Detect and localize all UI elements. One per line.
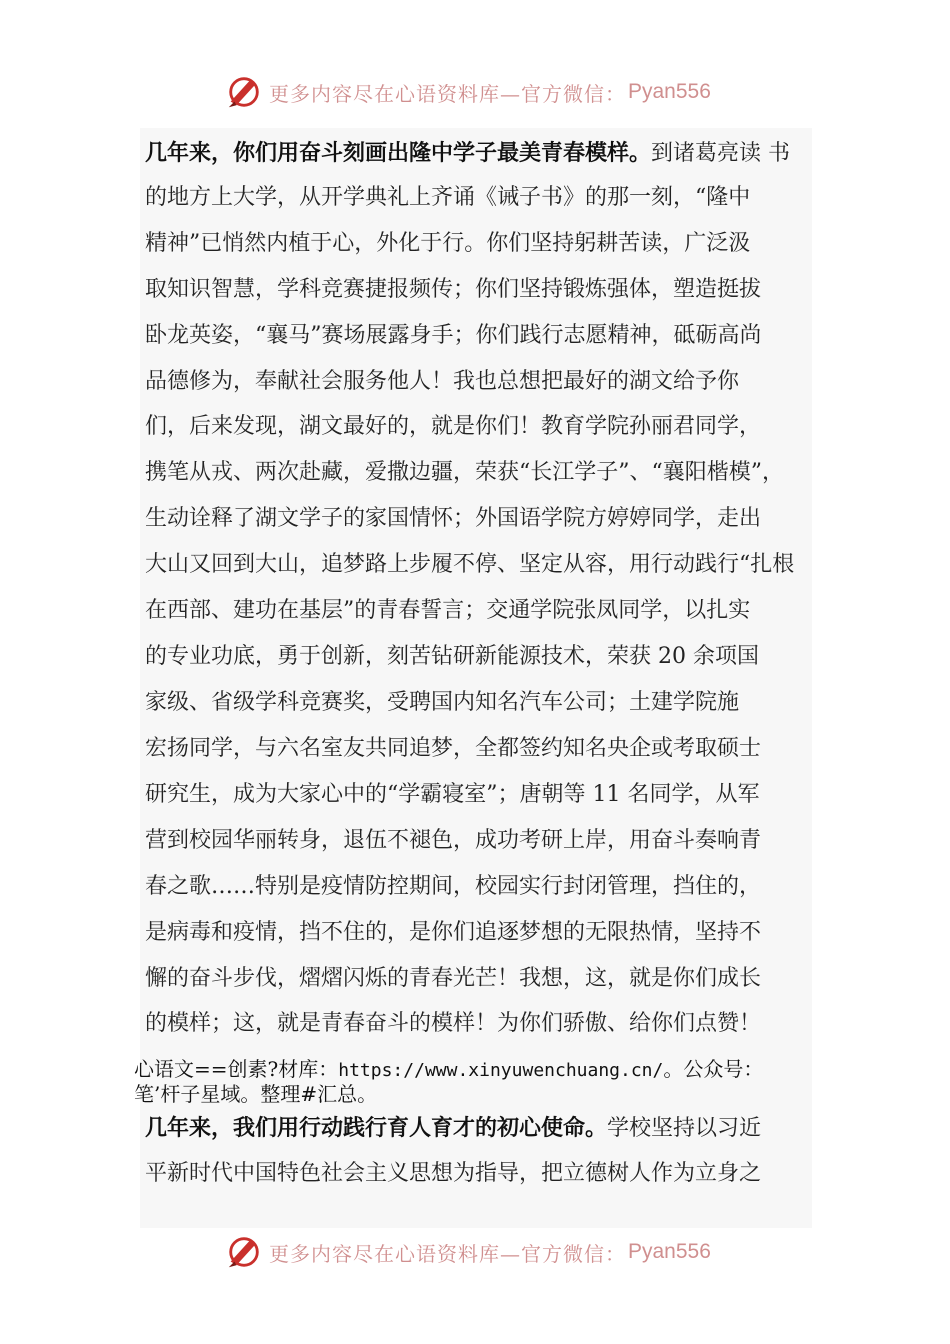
paragraph1-line: 营到校园华丽转身，退伍不褪色，成功考研上岸，用奋斗奏响青	[145, 828, 762, 853]
paragraph1-line: 精神”已悄然内植于心，外化于行。你们坚持躬耕苦读，广泛汲	[145, 231, 751, 256]
paragraph1-line: 春之歌……特别是疫情防控期间，校园实行封闭管理，挡住的，	[145, 874, 762, 899]
notice-url[interactable]: https://www.xinyuwenchuang.cn/	[338, 1060, 664, 1081]
footer-banner	[225, 1232, 745, 1272]
notice-line-1	[134, 1057, 763, 1083]
footer-banner-handle: Pyan556	[628, 1240, 711, 1263]
paragraph1-line: 宏扬同学，与六名室友共同追梦，全都签约知名央企或考取硕士	[145, 736, 762, 761]
paragraph1-line: 研究生，成为大家心中的“学霸寝室”；唐朝等 11 名同学，从军	[145, 782, 760, 807]
paragraph1-line: 懈的奋斗步伐，熠熠闪烁的青春光芒！我想，这，就是你们成长	[145, 966, 762, 991]
notice-line-2: 笔’杆子星域。整理#汇总。	[134, 1082, 378, 1106]
pen-logo-icon	[225, 73, 263, 111]
paragraph2-line-1	[145, 1114, 761, 1143]
header-banner	[225, 72, 745, 112]
paragraph2-lead: 几年来，我们用行动践行育人育才的初心使命。	[145, 1115, 608, 1141]
paragraph2-line1-rest: 学校坚持以习近	[607, 1116, 762, 1141]
pen-logo-icon	[225, 1233, 263, 1271]
paragraph1-line: 携笔从戎、两次赴藏，爱撒边疆，荣获“长江学子”、“襄阳楷模”，	[145, 460, 784, 485]
paragraph1-line: 卧龙英姿，“襄马”赛场展露身手；你们践行志愿精神，砥砺高尚	[145, 323, 762, 348]
paragraph1-line: 的模样；这，就是青春奋斗的模样！为你们骄傲、给你们点赞！	[145, 1011, 762, 1036]
paragraph1-line: 生动诠释了湖文学子的家国情怀；外国语学院方婷婷同学，走出	[145, 506, 762, 531]
paragraph1-line: 大山又回到大山，追梦路上步履不停、坚定从容，用行动践行“扎根	[145, 552, 795, 577]
notice-suffix: 。公众号：	[663, 1057, 764, 1081]
paragraph1-line: 的专业功底，勇于创新，刻苦钻研新能源技术，荣获 20 余项国	[145, 644, 759, 669]
paragraph1-line: 家级、省级学科竞赛奖，受聘国内知名汽车公司；土建学院施	[145, 690, 740, 715]
header-banner-text: 更多内容尽在心语资料库—官方微信：	[269, 81, 626, 106]
paragraph1-line: 是病毒和疫情，挡不住的，是你们追逐梦想的无限热情，坚持不	[145, 920, 762, 945]
paragraph1-line: 取知识智慧，学科竞赛捷报频传；你们坚持锻炼强体，塑造挺拔	[145, 277, 762, 302]
paragraph2-line-2: 平新时代中国特色社会主义思想为指导，把立德树人作为立身之	[145, 1161, 762, 1186]
footer-banner-text: 更多内容尽在心语资料库—官方微信：	[269, 1241, 626, 1266]
notice-prefix: 心语文==创素?材库：	[134, 1057, 339, 1081]
paragraph1-line: 们，后来发现，湖文最好的，就是你们！教育学院孙丽君同学，	[145, 414, 762, 439]
paragraph1-line: 的地方上大学，从开学典礼上齐诵《诫子书》的那一刻，“隆中	[145, 185, 751, 210]
paragraph1-line: 在西部、建功在基层”的青春誓言；交通学院张凤同学，以扎实	[145, 598, 751, 623]
paragraph1-line1-rest: 到诸葛亮读 书	[651, 141, 791, 166]
paragraph1-line: 品德修为，奉献社会服务他人！我也总想把最好的湖文给予你	[145, 369, 740, 394]
paragraph1-line-1	[145, 139, 790, 168]
paragraph1-lead: 几年来，你们用奋斗刻画出隆中学子最美青春模样。	[145, 140, 652, 166]
header-banner-handle: Pyan556	[628, 80, 711, 103]
